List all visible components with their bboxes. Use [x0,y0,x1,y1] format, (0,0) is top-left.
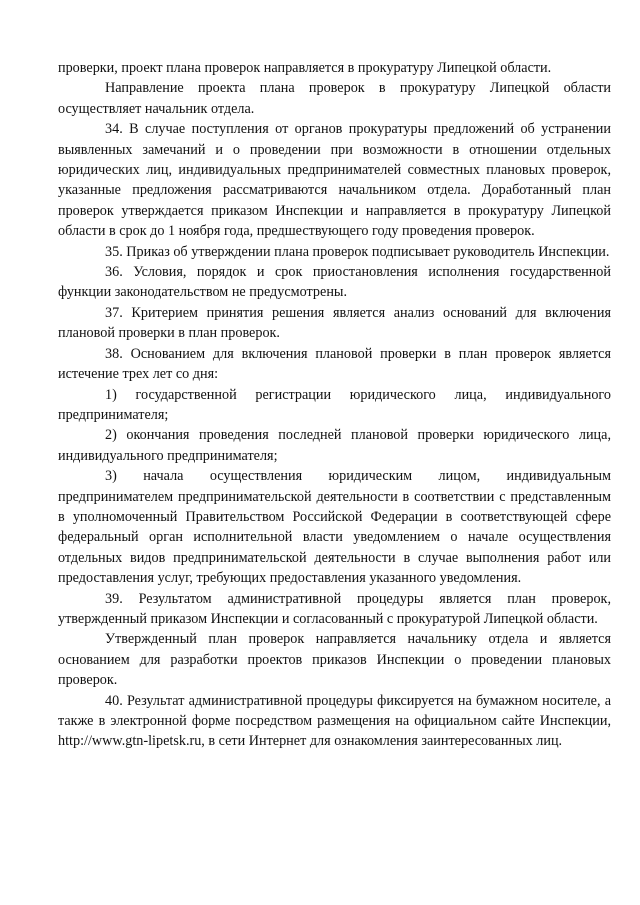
paragraph-continuation: проверки, проект плана проверок направляется в прокуратуру Липецкой области. [58,60,552,76]
paragraph-38-item-2: 2) окончания проведения последней плановой проверки юридического лица, индивидуального предпринимателя; [58,427,611,464]
paragraph-submission: Направление проекта плана проверок в прокуратуру Липецкой области осуществляет начальник отдела. [58,80,611,117]
paragraph-35: 35. Приказ об утверждении плана проверок подписывает руководитель Инспекции. [105,243,610,260]
paragraph-37: 37. Критерием принятия решения является анализ оснований для включения плановой проверки в план проверок. [58,304,611,342]
paragraph-34: 34. В случае поступления от органов прокуратуры предложений об устранении выявленных замечаний и о проведении при возможности в отношении отдельных юридических лиц, индивидуальных предпринимателей совместных плановых проверок, указанные предложения рассматриваются начальником отдела. Доработанный план проверок утверждается приказом Инспекции и направляется в прокуратуру Липецкой области в срок до 1 ноября года, предшествующего году проведения проверок. [58,121,611,240]
paragraph-38-item-3: 3) начала осуществления юридическим лицом, индивидуальным предпринимателем предпринимательской деятельности в соответствии с представленным в уполномоченный Правительством Российской Федерации в соответствующей сфере федеральный орган исполнительной власти уведомлением о начале осуществления отдельных видов предпринимательской деятельности в случае выполнения работ или предоставления услуг, требующих предоставления указанного уведомления. [58,468,611,587]
paragraph-39: 39. Результатом административной процедуры является план проверок, утвержденный приказом Инспекции и согласованный с прокуратурой Липецкой области. [58,590,611,627]
paragraph-36: 36. Условия, порядок и срок приостановления исполнения государственной функции законодательством не предусмотрены. [58,264,611,301]
paragraph-38: 38. Основанием для включения плановой проверки в план проверок является истечение трех лет со дня: [58,345,611,383]
paragraph-39-plan: Утвержденный план проверок направляется начальнику отдела и является основанием для разработки проектов приказов Инспекции о проведении плановых проверок. [58,631,611,689]
paragraph-38-item-1: 1) государственной регистрации юридического лица, индивидуального предпринимателя; [58,386,611,423]
paragraph-40: 40. Результат административной процедуры фиксируется на бумажном носителе, а также в электронной форме посредством размещения на официальном сайте Инспекции, http://www.gtn-lipetsk.ru, в сети Интернет для ознакомления заинтересованных лиц. [58,692,611,750]
document-page [58,58,611,752]
